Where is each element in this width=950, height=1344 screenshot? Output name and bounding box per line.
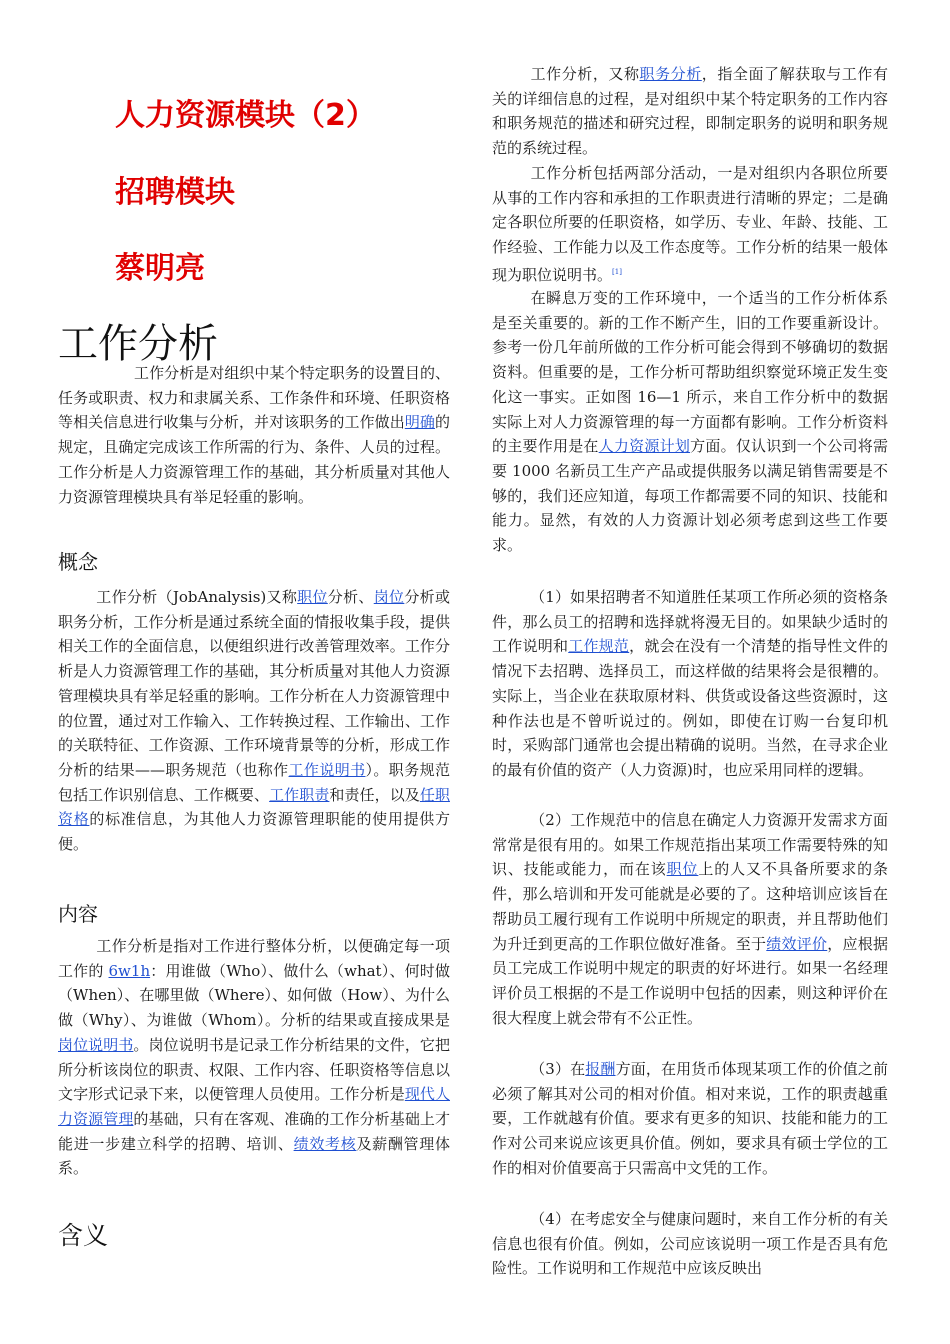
link-job-description[interactable]: 工作说明书 — [288, 760, 366, 779]
meaning-heading: 含义 — [58, 1221, 109, 1250]
main-heading: 工作分析 — [58, 321, 218, 367]
module-title: 人力资源模块（2） — [115, 98, 376, 133]
link-6w1h[interactable]: 6w1h — [108, 961, 151, 980]
link-modern-hrm[interactable]: 现代人力资源管理 — [58, 1085, 450, 1128]
recruit-subtitle: 招聘模块 — [115, 175, 235, 210]
content-paragraph: 工作分析是指对工作进行整体分析，以便确定每一项工作的 6w1h：用谁做（Who）、做什么（what）、何时做（When）、在哪里做（Where）、如何做（How）、为什么做（Why）、为谁做（Whom）。分析的结果或直接成果是岗位说明书。岗位说明书是记录工作分析结果的文件，它把所分析该岗位的职责、权限、工作内容、任职资格等信息以文字形式记录下来，以便管理人员使用。工作分析是现代人力资源管理的基础，只有在客观、准确的工作分析基础上才能进一步建立科学的招聘、培训、绩效考核及薪酬管理体系。 — [58, 937, 450, 1178]
link-performance-appraisal[interactable]: 绩效考核 — [293, 1134, 357, 1153]
link-gangwei[interactable]: 岗位 — [373, 588, 405, 606]
right-paragraph-4: （1）如果招聘者不知道胜任某项工作所必须的资格条件，那么员工的招聘和选择就将漫无目的。如果缺少适时的工作说明和工作规范，就会在没有一个清楚的指导性文件的情况下去招聘、选择员工，而这样做的结果将会是很糟的。实际上，当企业在获取原材料、供货或设备这些资源时，这种作法也是不曾听说过的。例如，即使在订购一台复印机时，采购部门通常也会提出精确的说明。当然，在寻求企业的最有价值的资产（人力资源)时，也应采用同样的逻辑。 — [492, 588, 888, 779]
link-zhiwei[interactable]: 职位 — [297, 588, 328, 606]
link-qualifications[interactable]: 任职资格 — [58, 785, 450, 829]
right-paragraph-5: （2）工作规范中的信息在确定人力资源开发需求方面常常是很有用的。如果工作规范指出某项工作需要特殊的知识、技能或能力，而在该职位上的人又不具备所要求的条件，那么培训和开发可能就是必要的了。这种培训应该旨在帮助员工履行现有工作说明中所规定的职责，并且帮助他们为升迁到更高的工作职位做好准备。至于绩效评价，应根据员工完成工作说明中规定的职责的好坏进行。如果一名经理评价员工根据的不是工作说明中包括的因素，则这种评价在很大程度上就会带有不公正性。 — [492, 811, 888, 1027]
right-paragraph-2: 工作分析包括两部分活动，一是对组织内各职位所要从事的工作内容和承担的工作职责进行清晰的界定；二是确定各职位所要的任职资格，如学历、专业、年龄、技能、工作经验、工作能力以及工作态度等。工作分析的结果一般体现为职位说明书。[1] — [492, 164, 888, 284]
right-paragraph-1: 工作分析，又称职务分析，指全面了解获取与工作有关的详细信息的过程，是对组织中某个特定职务的工作内容和职务规范的描述和研究过程，即制定职务的说明和职务规范的系统过程。 — [492, 65, 888, 158]
link-hr-planning[interactable]: 人力资源计划 — [598, 437, 691, 456]
concept-paragraph: 工作分析（JobAnalysis)又称职位分析、岗位分析或职务分析，工作分析是通过系统全面的情报收集手段，提供相关工作的全面信息，以便组织进行改善管理效率。工作分析是人力资源管理工作的基础，其分析质量对其他人力资源管理模块具有举足轻重的影响。工作分析在人力资源管理中的位置，通过对工作输入、工作转换过程、工作输出、工作的关联特征、工作资源、工作环境背景等的分析，形成工作分析的结果——职务规范（也称作工作说明书）。职务规范包括工作识别信息、工作概要、工作职责和责任，以及任职资格的标准信息，为其他人力资源管理职能的使用提供方便。 — [58, 588, 450, 854]
link-position[interactable]: 职位 — [666, 860, 699, 879]
author-name: 蔡明亮 — [115, 251, 205, 286]
link-post-description[interactable]: 岗位说明书 — [58, 1035, 134, 1054]
right-paragraph-3: 在瞬息万变的工作环境中，一个适当的工作分析体系是至关重要的。新的工作不断产生，旧的工作要重新设计。参考一份几年前所做的工作分析可能会得到不够确切的数据资料。但重要的是，工作分析可帮助组织察觉环境正发生变化这一事实。正如图 16—1 所示，来自工作分析中的数据实际上对人力资源管理的每一方面都有影响。工作分析资料的主要作用是在人力资源计划方面。仅认识到一个公司将需要 1000 名新员工生产产品或提供服务以满足销售需要是不够的，我们还应知道，每项工作都需要不同的知识、技能和能力。显然，有效的人力资源计划必须考虑到这些工作要求。 — [492, 289, 888, 555]
intro-paragraph: 工作分析是对组织中某个特定职务的设置目的、任务或职责、权力和隶属关系、工作条件和环境、任职资格等相关信息进行收集与分析，并对该职务的工作做出明确的规定，且确定完成该工作所需的行为、条件、人员的过程。工作分析是人力资源管理工作的基础，其分析质量对其他人力资源管理模块具有举足轻重的影响。 — [58, 364, 450, 506]
link-mingque[interactable]: 明确 — [404, 413, 435, 432]
link-performance-evaluation[interactable]: 绩效评价 — [766, 934, 828, 953]
right-paragraph-7: （4）在考虑安全与健康问题时，来自工作分析的有关信息也很有价值。例如，公司应该说明一项工作是否具有危险性。工作说明和工作规范中应该反映出 — [492, 1210, 888, 1278]
citation-1[interactable]: [1] — [612, 267, 622, 276]
content-heading: 内容 — [58, 902, 98, 926]
concept-heading: 概念 — [58, 550, 98, 574]
right-paragraph-6: （3）在报酬方面，在用货币体现某项工作的价值之前必须了解其对公司的相对价值。相对来说，工作的职责越重要，工作就越有价值。要求有更多的知识、技能和能力的工作对公司来说应该更具价值。例如，要求具有硕士学位的工作的相对价值要高于只需高中文凭的工作。 — [492, 1060, 888, 1177]
link-job-analysis[interactable]: 职务分析 — [639, 65, 702, 83]
link-job-spec[interactable]: 工作规范 — [568, 637, 630, 656]
link-compensation[interactable]: 报酬 — [585, 1060, 616, 1078]
link-job-duties[interactable]: 工作职责 — [269, 785, 330, 804]
